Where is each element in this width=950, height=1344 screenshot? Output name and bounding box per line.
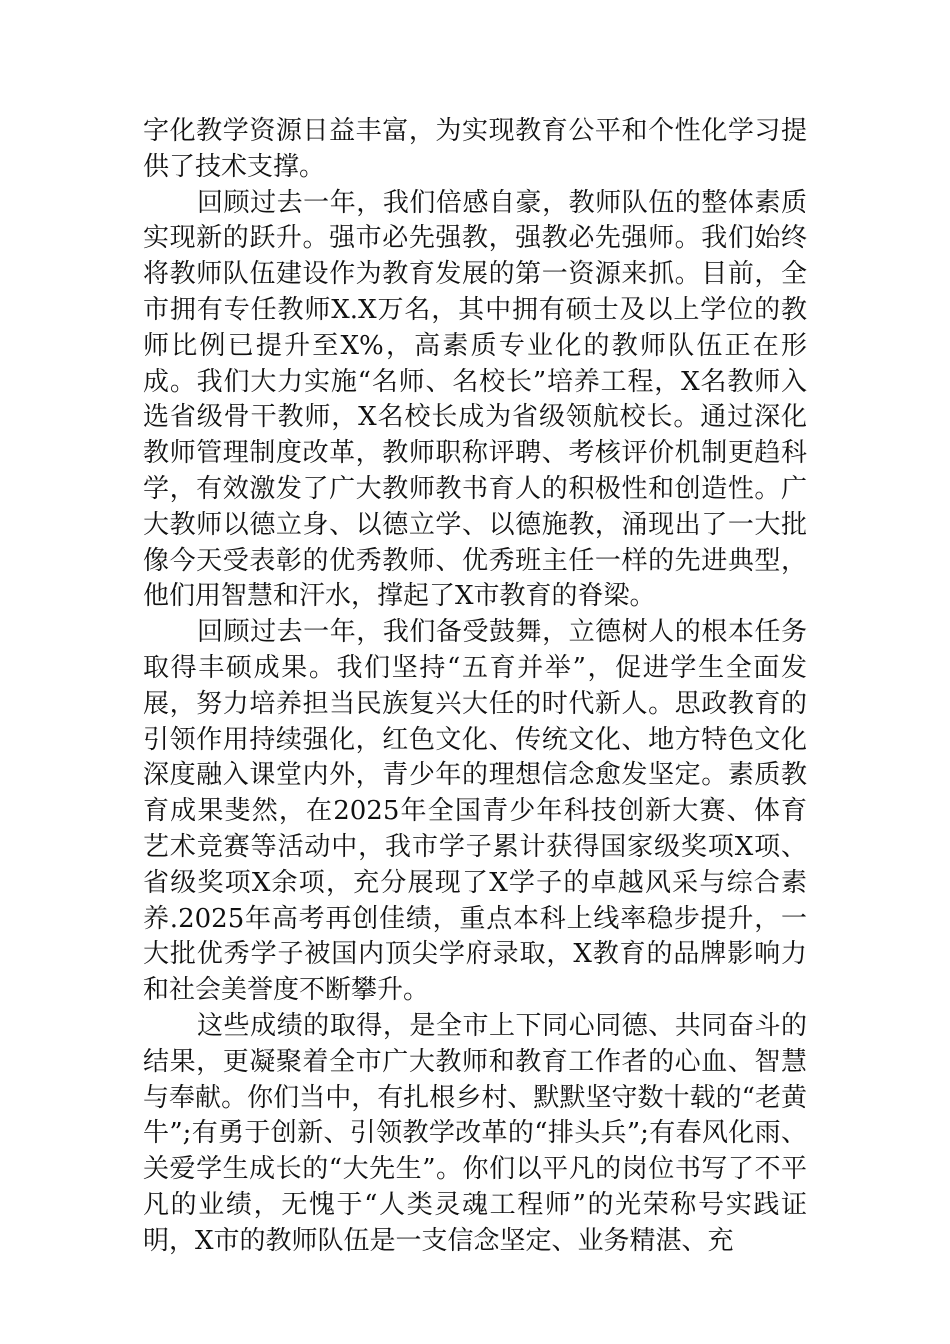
paragraph-2: 回顾过去一年，我们倍感自豪，教师队伍的整体素质实现新的跃升。强市必先强教，强教必先强师。我们始终将教师队伍建设作为教育发展的第一资源来抓。目前，全市拥有专任教师X.X万名，其中拥有硕士及以上学位的教师比例已提升至X%，高素质专业化的教师队伍正在形成。我们大力实施“名师、名校长”培养工程，X名教师入选省级骨干教师，X名校长成为省级领航校长。通过深化教师管理制度改革，教师职称评聘、考核评价机制更趋科学，有效激发了广大教师教书育人的积极性和创造性。广大教师以德立身、以德立学、以德施教，涌现出了一大批像今天受表彰的优秀教师、优秀班主任一样的先进典型，他们用智慧和汗水，撑起了X市教育的脊梁。 xyxy=(143,187,807,612)
document-body xyxy=(143,114,807,1260)
paragraph-1: 字化教学资源日益丰富，为实现教育公平和个性化学习提供了技术支撑。 xyxy=(143,116,807,182)
paragraph-3: 回顾过去一年，我们备受鼓舞，立德树人的根本任务取得丰硕成果。我们坚持“五育并举”，促进学生全面发展，努力培养担当民族复兴大任的时代新人。思政教育的引领作用持续强化，红色文化、传统文化、地方特色文化深度融入课堂内外，青少年的理想信念愈发坚定。素质教育成果斐然，在2025年全国青少年科技创新大赛、体育艺术竞赛等活动中，我市学子累计获得国家级奖项X项、省级奖项X余项，充分展现了X学子的卓越风采与综合素养.2025年高考再创佳绩，重点本科上线率稳步提升，一大批优秀学子被国内顶尖学府录取，X教育的品牌影响力和社会美誉度不断攀升。 xyxy=(143,617,807,1006)
paragraph-4: 这些成绩的取得，是全市上下同心同德、共同奋斗的结果，更凝聚着全市广大教师和教育工作者的心血、智慧与奉献。你们当中，有扎根乡村、默默坚守数十载的“老黄牛”;有勇于创新、引领教学改革的“排头兵”;有春风化雨、关爱学生成长的“大先生”。你们以平凡的岗位书写了不平凡的业绩，无愧于“人类灵魂工程师”的光荣称号实践证明，X市的教师队伍是一支信念坚定、业务精湛、充 xyxy=(143,1010,807,1256)
